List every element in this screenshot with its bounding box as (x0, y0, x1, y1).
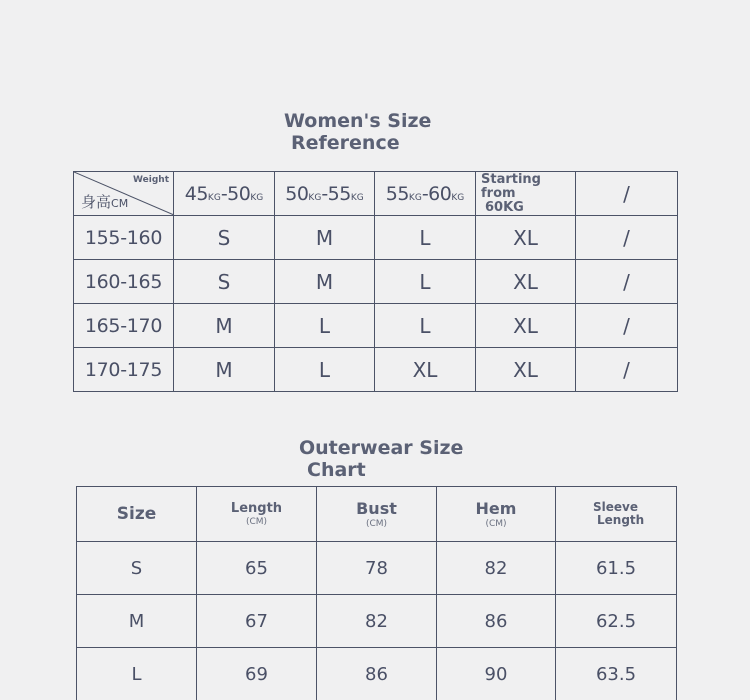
weight-unit: KG (408, 192, 422, 203)
size-cell: / (576, 216, 678, 260)
hem-cell: 82 (437, 542, 556, 595)
bust-label: Bust (356, 499, 397, 518)
height-range-cell: 160-165 (74, 260, 174, 304)
table-header-row (74, 172, 678, 216)
unit-label: (CM) (485, 519, 507, 529)
starting-line-1: Starting from (481, 171, 541, 201)
table-row (74, 260, 678, 304)
weight-column-header (275, 172, 375, 216)
size-cell: XL (476, 260, 576, 304)
bust-cell: 82 (317, 595, 437, 648)
size-cell: L (275, 304, 375, 348)
size-cell: M (275, 260, 375, 304)
size-cell: M (174, 348, 275, 392)
height-label (81, 191, 128, 212)
outerwear-chart-title (299, 437, 463, 481)
table-row (77, 595, 677, 648)
length-cell: 65 (197, 542, 317, 595)
starting-line-2: 60KG (485, 199, 524, 215)
weight-end: -60 (421, 182, 452, 205)
corner-cell (74, 172, 174, 216)
length-cell: 67 (197, 595, 317, 648)
bust-header (317, 487, 437, 542)
size-cell: XL (476, 348, 576, 392)
weight-end: -55 (321, 182, 351, 205)
sleeve-length-header (556, 487, 677, 542)
table-row (77, 648, 677, 700)
size-cell: L (275, 348, 375, 392)
weight-start: 45 (184, 182, 208, 205)
table-row (77, 542, 677, 595)
table-row (74, 304, 678, 348)
sleeve-line-1: Sleeve (593, 500, 638, 514)
weight-unit: KG (350, 192, 364, 203)
table-header-row (77, 487, 677, 542)
size-cell: / (576, 260, 678, 304)
size-cell: XL (375, 348, 476, 392)
table-row (74, 348, 678, 392)
bust-cell: 86 (317, 648, 437, 700)
weight-start: 50 (285, 182, 309, 205)
size-cell: M (174, 304, 275, 348)
weight-column-header (375, 172, 476, 216)
weight-unit: KG (250, 192, 264, 203)
height-text: 身高 (81, 193, 112, 211)
hem-cell: 86 (437, 595, 556, 648)
size-cell: S (174, 260, 275, 304)
size-cell: M (77, 595, 197, 648)
size-cell: S (77, 542, 197, 595)
weight-unit: KG (207, 192, 221, 203)
size-header: Size (77, 487, 197, 542)
empty-column-header: / (576, 172, 678, 216)
hem-label: Hem (475, 499, 517, 518)
size-cell: M (275, 216, 375, 260)
height-range-cell: 155-160 (74, 216, 174, 260)
size-reference-title (284, 110, 431, 154)
table-row (74, 216, 678, 260)
size-cell: L (375, 260, 476, 304)
weight-start: 55 (385, 182, 409, 205)
unit-label: (CM) (365, 519, 388, 529)
height-range-cell: 170-175 (74, 348, 174, 392)
size-cell: XL (476, 216, 576, 260)
size-cell: L (77, 648, 197, 700)
size-cell: L (375, 216, 476, 260)
hem-header (437, 487, 556, 542)
length-cell: 69 (197, 648, 317, 700)
size-cell: / (576, 304, 678, 348)
title-line-2: Chart (307, 459, 366, 481)
height-range-cell: 165-170 (74, 304, 174, 348)
height-unit: CM (111, 197, 129, 210)
unit-label: (CM) (245, 517, 268, 527)
weight-end: -50 (220, 182, 251, 205)
length-label: Length (230, 501, 283, 516)
size-cell: S (174, 216, 275, 260)
weight-column-header (174, 172, 275, 216)
outerwear-size-table (76, 486, 677, 700)
size-reference-table (73, 171, 678, 392)
starting-weight-header (476, 172, 576, 216)
size-cell: / (576, 348, 678, 392)
title-line-1: Outerwear Size (299, 437, 464, 459)
sleeve-cell: 61.5 (556, 542, 677, 595)
weight-unit: KG (451, 192, 465, 203)
weight-label: Weight (133, 175, 169, 185)
sleeve-cell: 62.5 (556, 595, 677, 648)
sleeve-line-2: Length (597, 513, 645, 527)
length-header (197, 487, 317, 542)
title-line-1: Women's Size (284, 110, 432, 132)
sleeve-cell: 63.5 (556, 648, 677, 700)
size-cell: L (375, 304, 476, 348)
title-line-2: Reference (291, 132, 400, 154)
bust-cell: 78 (317, 542, 437, 595)
hem-cell: 90 (437, 648, 556, 700)
size-cell: XL (476, 304, 576, 348)
weight-unit: KG (308, 192, 322, 203)
